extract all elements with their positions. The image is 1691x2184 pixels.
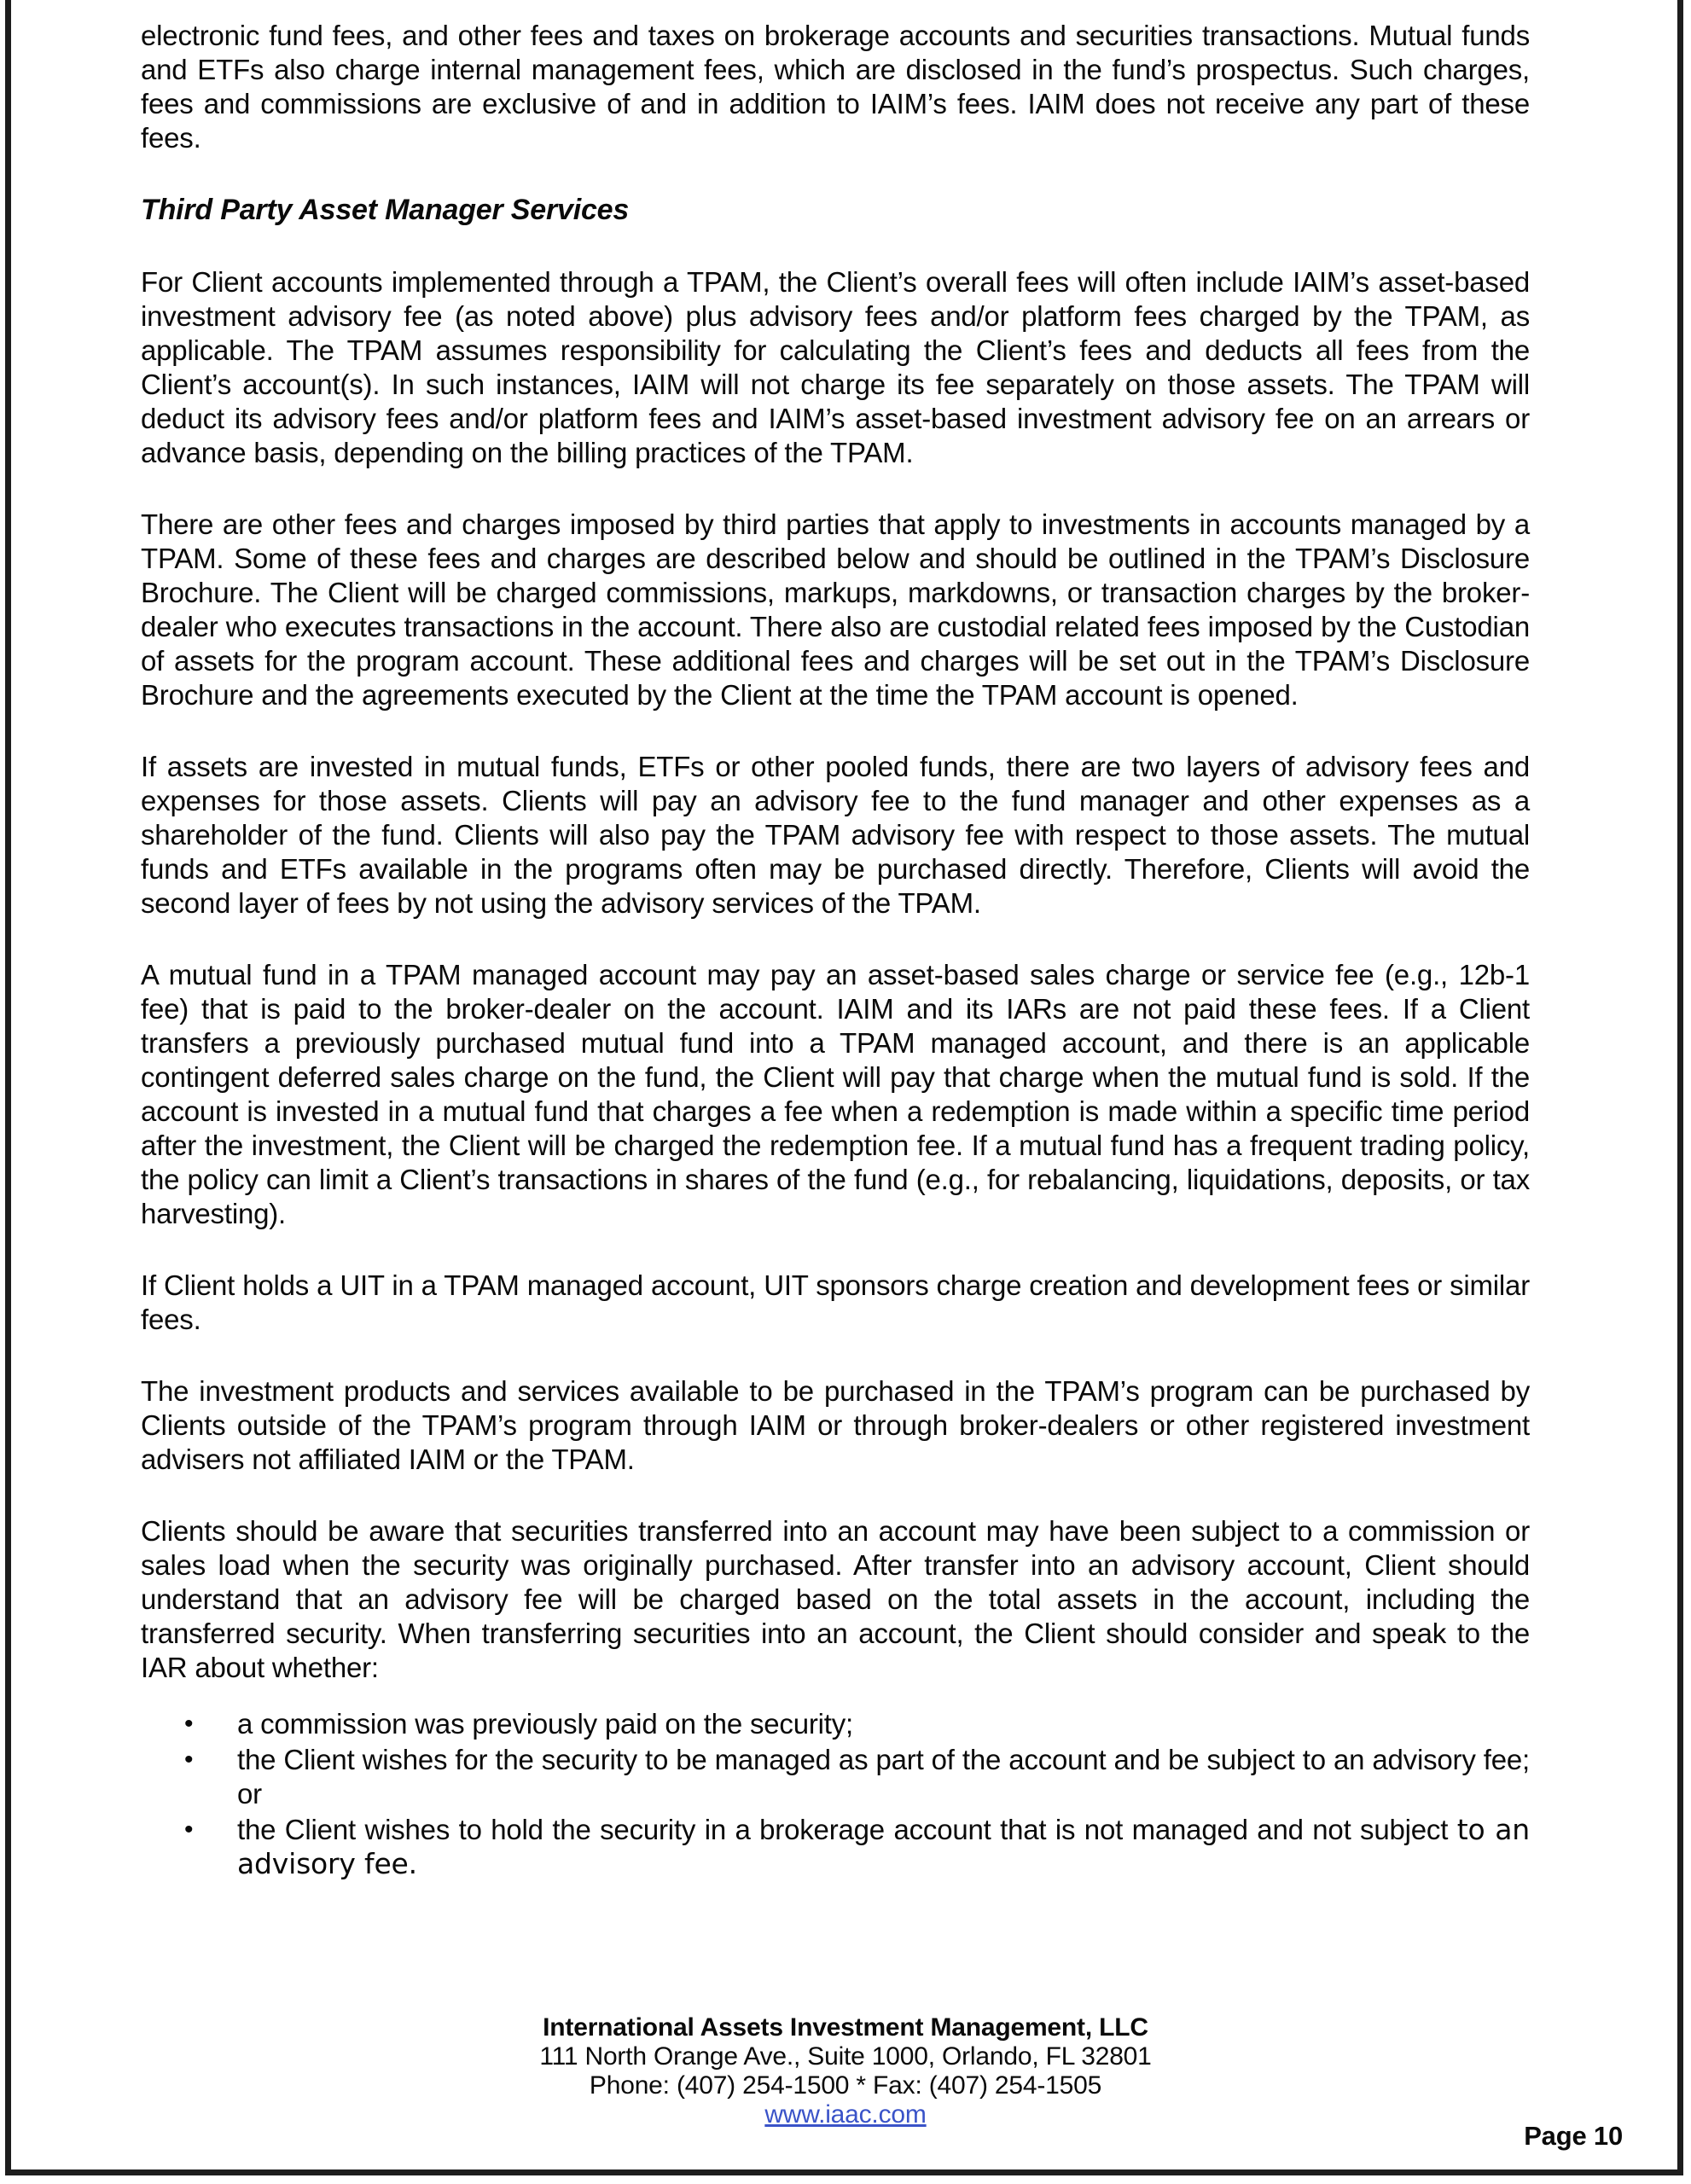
footer-company-name: International Assets Investment Management, LLC <box>543 2013 1148 2042</box>
body-paragraph: The investment products and services available to be purchased in the TPAM’s program can be purchased by Clients outside of the TPAM’s program through IAIM or through broker-dealers or other registered investment advisers not affiliated IAIM or the TPAM. <box>141 1375 1530 1475</box>
body-paragraph: If assets are invested in mutual funds, ETFs or other pooled funds, there are two layers of advisory fees and expenses for those assets. Clients will pay an advisory fee to the fund manager and other expenses as a shareholder of the fund. Clients will also pay the TPAM advisory fee with respect to those assets. The mutual funds and ETFs available in the programs often may be purchased directly. Therefore, Clients will avoid the second layer of fees by not using the advisory services of the TPAM. <box>141 751 1530 919</box>
body-paragraph: A mutual fund in a TPAM managed account may pay an asset-based sales charge or service fee (e.g., 12b-1 fee) that is paid to the broker-dealer on the account. IAIM and its IARs are not paid these fees. If a Client transfers a previously purchased mutual fund into a TPAM managed account, and there is an applicable contingent deferred sales charge on the fund, the Client will pay that charge when the mutual fund is sold. If the account is invested in a mutual fund that charges a fee when a redemption is made within a specific time period after the investment, the Client will be charged the redemption fee. If a mutual fund has a frequent trading policy, the policy can limit a Client’s transactions in shares of the fund (e.g., for rebalancing, liquidations, deposits, or tax harvesting). <box>141 959 1530 1229</box>
body-paragraph: For Client accounts implemented through a TPAM, the Client’s overall fees will often include IAIM’s asset-based investment advisory fee (as noted above) plus advisory fees and/or platform fees charged by the TPAM, as applicable. The TPAM assumes responsibility for calculating the Client’s fees and deducts all fees from the Client’s account(s). In such instances, IAIM will not charge its fee separately on those assets. The TPAM will deduct its advisory fees and/or platform fees and IAIM’s asset-based investment advisory fee on an arrears or advance basis, depending on the billing practices of the TPAM. <box>141 266 1530 468</box>
bullet-text: the Client wishes for the security to be managed as part of the account and be subject to an advisory fee; or <box>237 1744 1530 1809</box>
section-heading: Third Party Asset Manager Services <box>141 194 630 226</box>
page-number: Page 10 <box>1524 2121 1623 2151</box>
body-paragraph-intro: electronic fund fees, and other fees and taxes on brokerage accounts and securities transactions. Mutual funds and ETFs also charge internal management fees, which are disclosed in the fund’s prospectus. Such charges, fees and commissions are exclusive of and in addition to IAIM’s fees. IAIM does not receive any part of these fees. <box>141 20 1530 154</box>
footer-address: 111 North Orange Ave., Suite 1000, Orlando, FL 32801 <box>539 2042 1152 2071</box>
body-paragraph: There are other fees and charges imposed by third parties that apply to investments in accounts managed by a TPAM. Some of these fees and charges are described below and should be outlined in the TPAM’s Disclosure Brochure. The Client will be charged commissions, markups, markdowns, or transaction charges by the broker-dealer who executes transactions in the account. There also are custodial related fees imposed by the Custodian of assets for the program account. These additional fees and charges will be set out in the TPAM’s Disclosure Brochure and the agreements executed by the Client at the time the TPAM account is opened. <box>141 508 1530 711</box>
bullet-text: a commission was previously paid on the security; <box>237 1708 854 1740</box>
footer-website-row <box>0 2100 1691 2129</box>
body-paragraph: If Client holds a UIT in a TPAM managed account, UIT sponsors charge creation and development fees or similar fees. <box>141 1269 1530 1335</box>
page-content <box>141 19 1530 1883</box>
bullet-icon: • <box>184 1745 194 1774</box>
bullet-icon: • <box>184 1710 194 1738</box>
body-paragraph: Clients should be aware that securities transferred into an account may have been subject to a commission or sales load when the security was originally purchased. After transfer into an advisory account, Client should understand that an advisory fee will be charged based on the total assets in the account, including the transferred security. When transferring securities into an account, the Client should consider and speak to the IAR about whether: <box>141 1515 1530 1683</box>
list-item <box>141 1813 1530 1881</box>
page-footer <box>0 2013 1691 2129</box>
bullet-text-alt: to an advisory fee. <box>237 1813 1530 1880</box>
bullet-icon: • <box>184 1815 194 1844</box>
bullet-text: the Client wishes to hold the security in a brokerage account that is not managed and not subject <box>237 1814 1457 1845</box>
list-item <box>141 1707 1530 1741</box>
bullet-list <box>141 1707 1530 1881</box>
list-item <box>141 1743 1530 1811</box>
footer-phone-fax: Phone: (407) 254-1500 * Fax: (407) 254-1505 <box>589 2071 1102 2100</box>
website-link[interactable]: www.iaac.com <box>764 2100 927 2129</box>
